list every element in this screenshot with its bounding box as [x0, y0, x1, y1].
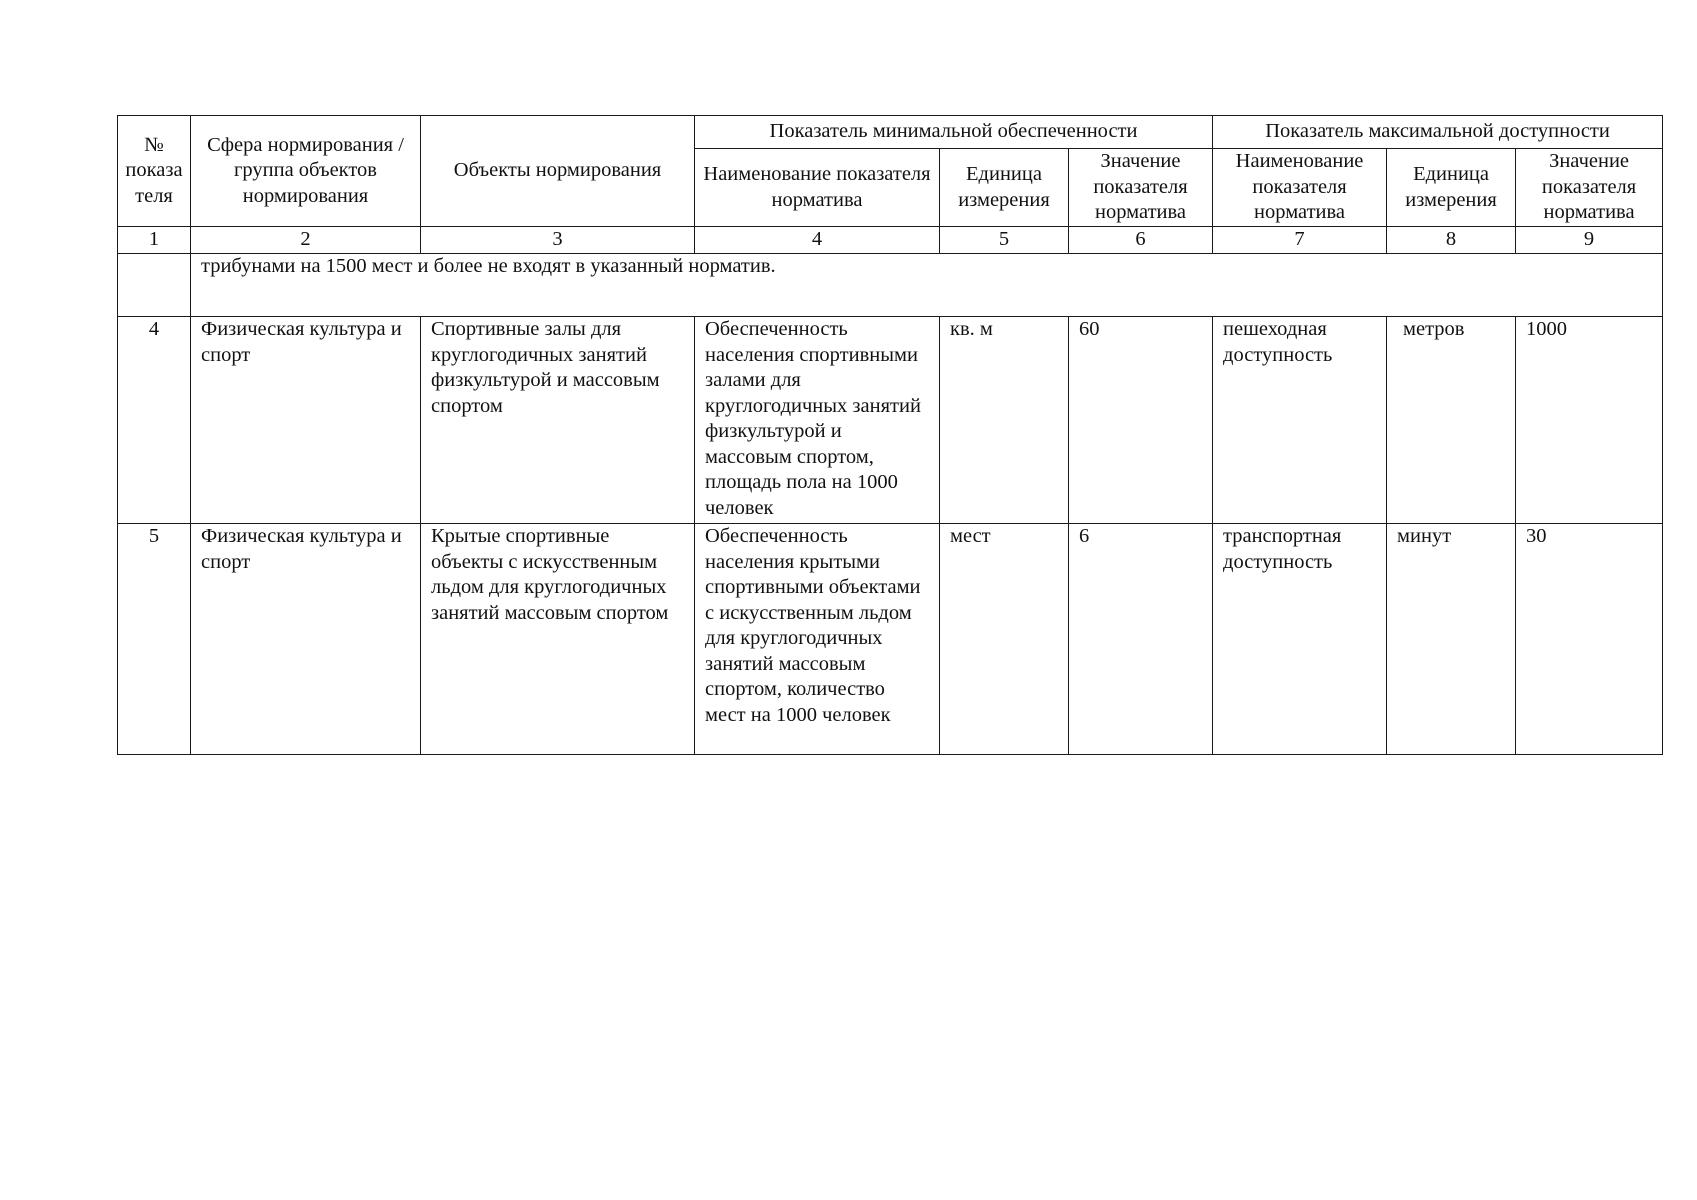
- row-min-unit: мест: [940, 524, 1069, 755]
- column-number: 3: [421, 227, 695, 254]
- row-max-value: 1000: [1516, 317, 1663, 524]
- column-number: 8: [1387, 227, 1516, 254]
- header-num: № показа теля: [118, 116, 191, 227]
- row-min-name: Обеспеченность населения спортивными залами для круглогодичных занятий физкультурой и массовым спортом, площадь пола на 1000 человек: [695, 317, 940, 524]
- row-number: 5: [118, 524, 191, 755]
- row-max-value: 30: [1516, 524, 1663, 755]
- header-row-top: [118, 116, 1663, 149]
- header-min-value: Значение показателя норматива: [1069, 149, 1213, 227]
- column-number: 4: [695, 227, 940, 254]
- header-max-name: Наименование показателя норматива: [1213, 149, 1387, 227]
- table-row: [118, 524, 1663, 755]
- row-max-unit: метров: [1387, 317, 1516, 524]
- header-max-value: Значение показателя норматива: [1516, 149, 1663, 227]
- column-number: 7: [1213, 227, 1387, 254]
- column-number: 6: [1069, 227, 1213, 254]
- row-number: 4: [118, 317, 191, 524]
- header-sphere: Сфера нормирования / группа объектов нормирования: [191, 116, 421, 227]
- row-sphere: Физическая культура и спорт: [191, 317, 421, 524]
- header-objects: Объекты нормирования: [421, 116, 695, 227]
- header-min-name: Наименование показателя норматива: [695, 149, 940, 227]
- column-number: 5: [940, 227, 1069, 254]
- row-objects: Спортивные залы для круглогодичных занятий физкультурой и массовым спортом: [421, 317, 695, 524]
- row-max-name: транспортная доступность: [1213, 524, 1387, 755]
- column-number: 9: [1516, 227, 1663, 254]
- column-number-row: [118, 227, 1663, 254]
- row-sphere: Физическая культура и спорт: [191, 524, 421, 755]
- row-min-name: Обеспеченность населения крытыми спортивными объектами с искусственным льдом для круглогодичных занятий массовым спортом, количество мест на 1000 человек: [695, 524, 940, 755]
- header-max-accessibility: Показатель максимальной доступности: [1213, 116, 1663, 149]
- continuation-num-cell: [118, 254, 191, 317]
- row-min-value: 60: [1069, 317, 1213, 524]
- document-page: [117, 115, 1662, 755]
- row-min-value: 6: [1069, 524, 1213, 755]
- column-number: 1: [118, 227, 191, 254]
- header-max-unit: Единица измерения: [1387, 149, 1516, 227]
- row-max-unit: минут: [1387, 524, 1516, 755]
- row-max-name: пешеходная доступность: [1213, 317, 1387, 524]
- header-min-provision: Показатель минимальной обеспеченности: [695, 116, 1213, 149]
- row-min-unit: кв. м: [940, 317, 1069, 524]
- continuation-note: трибунами на 1500 мест и более не входят в указанный норматив.: [191, 254, 1663, 317]
- row-objects: Крытые спортивные объекты с искусственным льдом для круглогодичных занятий массовым спортом: [421, 524, 695, 755]
- header-min-unit: Единица измерения: [940, 149, 1069, 227]
- column-number: 2: [191, 227, 421, 254]
- standards-table: [117, 115, 1663, 755]
- table-row: [118, 317, 1663, 524]
- continuation-row: [118, 254, 1663, 317]
